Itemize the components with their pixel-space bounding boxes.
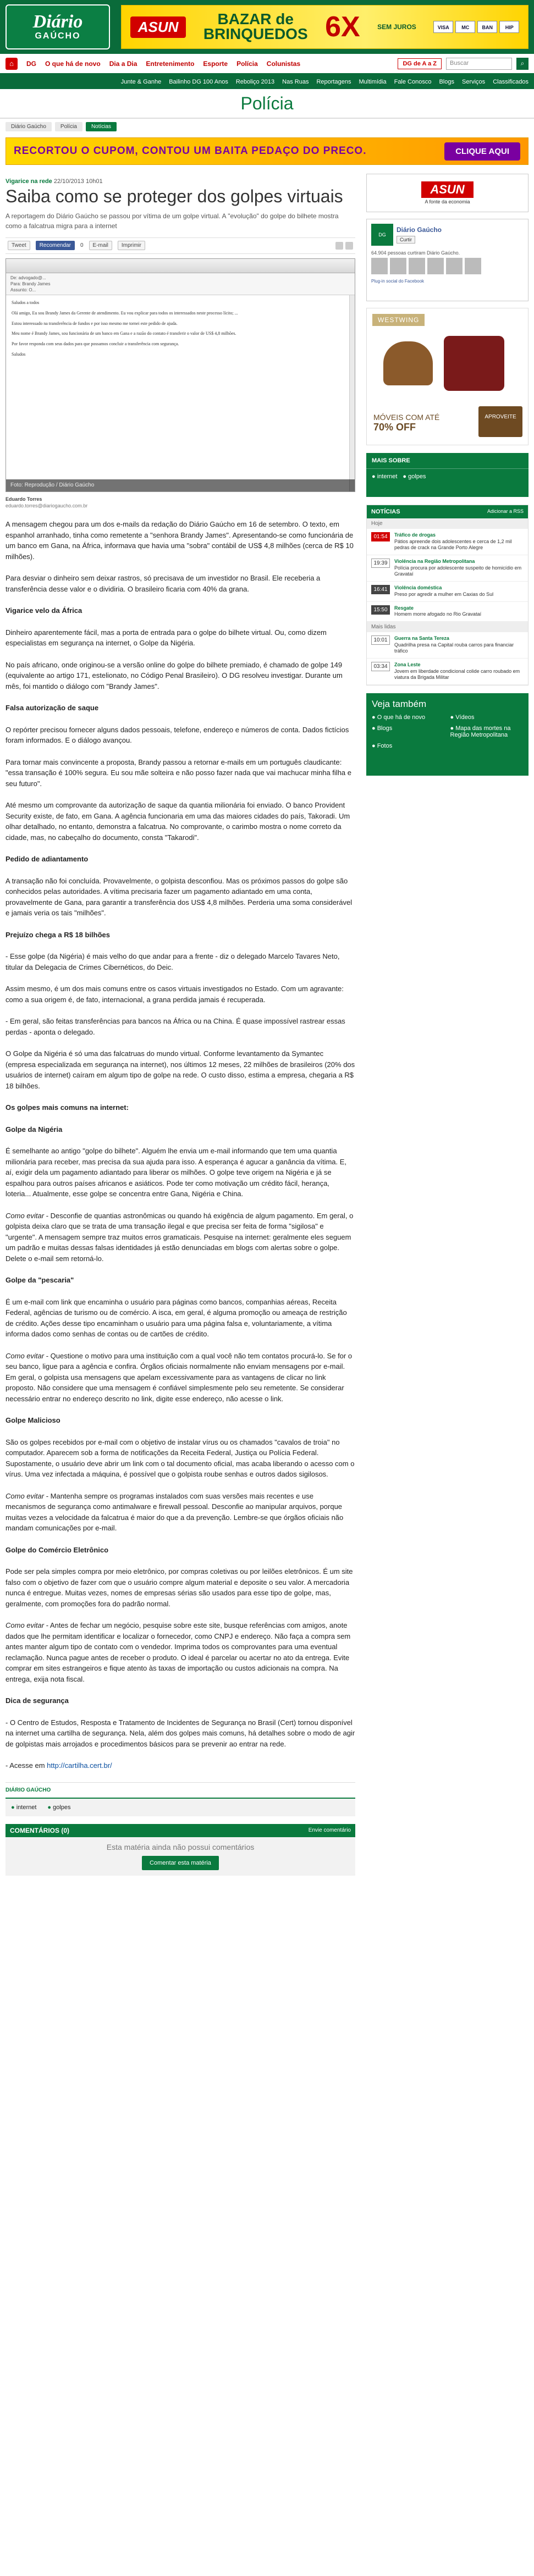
- news-kicker: Resgate: [394, 605, 414, 611]
- mais-sobre-box: [366, 453, 529, 497]
- card-logo: MC: [455, 21, 475, 33]
- news-time: 10:01: [371, 635, 390, 645]
- article-image[interactable]: [5, 258, 355, 492]
- article-paragraph: [5, 1146, 355, 1199]
- article-subheading: [5, 1415, 355, 1426]
- paragraph-text: Golpe do Comércio Eletrônico: [5, 1545, 109, 1554]
- news-headline: Preso por agredir a mulher em Caxias do Sul: [394, 591, 494, 597]
- comments-title: COMENTÁRIOS (0): [10, 1826, 69, 1834]
- avatar[interactable]: [427, 258, 444, 274]
- paragraph-text: O Golpe da Nigéria é só uma das falcatruas do mundo virtual. Conforme levantamento da Symantec (empresa especializada em segurança na internet), nos últimos 12 meses, 22 milhões de brasileiros (20% dos usuários de internet) caíram em algum tipo de golpe na rede. O custo disso, estima a empresa, chegaria a R$ 18 bilhões.: [5, 1049, 355, 1090]
- nav-right: [398, 58, 529, 70]
- article-source: DIÁRIO GAÚCHO: [5, 1787, 51, 1793]
- ad-cards: [433, 21, 519, 33]
- article-paragraph: [5, 800, 355, 843]
- asun-brand: ASUN: [421, 181, 473, 198]
- noticias-subheading: Mais lidas: [367, 622, 528, 632]
- article-paragraph: [5, 519, 355, 562]
- paragraph-text: - Questione o motivo para uma instituição com a qual você não tem contatos procurá-lo. Se for o seu banco, ligue para a agência e confira. Órgãos oficiais normalmente não enviam mensagens por e-mail. Em geral, o golpista usa mensagens que apelam excessivamente para as vantagens de clicar no link proposto. Não considere que uma mensagem é confiável simplesmente pelo seu remetente. Se considerar necessário entrar no endereço descrito no link, digite esse endereço, não acesse o link.: [5, 1351, 353, 1403]
- print-button[interactable]: Imprimir: [118, 241, 145, 250]
- article-paragraph: [5, 951, 355, 972]
- veja-link[interactable]: ● Vídeos: [450, 714, 524, 721]
- paragraph-text: Vigarice velo da África: [5, 606, 82, 615]
- recommend-count: 0: [80, 242, 84, 249]
- paragraph-text: Os golpes mais comuns na internet:: [5, 1103, 129, 1112]
- paragraph-text: Golpe da "pescaria": [5, 1276, 74, 1285]
- author-name: Eduardo Torres: [5, 496, 42, 502]
- article-kicker: [5, 178, 355, 185]
- image-caption: Foto: Reprodução / Diário Gaúcho: [6, 479, 355, 491]
- paragraph-text: O repórter precisou fornecer alguns dados pessoais, telefone, endereço e números de conta. Dados fictícios foram informados. E o diálogo avançou.: [5, 725, 349, 745]
- avatar[interactable]: [371, 258, 388, 274]
- article-paragraph: [5, 983, 355, 1005]
- news-kicker: Guerra na Santa Tereza: [394, 635, 449, 641]
- veja-link[interactable]: ● Blogs: [372, 725, 445, 738]
- noticias-box: [366, 505, 529, 686]
- tag-list: [5, 1798, 355, 1816]
- home-icon[interactable]: ⌂: [5, 58, 18, 70]
- paragraph-text: Falsa autorização de saque: [5, 704, 99, 712]
- tag-item[interactable]: ● golpes: [403, 473, 426, 480]
- article-paragraph: [5, 1760, 355, 1771]
- news-text: [394, 532, 524, 551]
- promo-button[interactable]: CLIQUE AQUI: [444, 142, 520, 161]
- news-text: [394, 585, 493, 598]
- news-kicker: Violência doméstica: [394, 585, 442, 591]
- subnav-item[interactable]: Serviços: [462, 79, 486, 85]
- westwing-offer: [373, 413, 439, 434]
- breadcrumb-item-active[interactable]: Notícias: [86, 122, 117, 131]
- paragraph-text: Golpe da Nigéria: [5, 1125, 63, 1134]
- author-credit: [5, 496, 355, 509]
- nav-item-esporte[interactable]: Esporte: [203, 59, 228, 68]
- paragraph-text: É semelhante ao antigo "golpe do bilhete". Alguém lhe envia um e-mail informando que tem uma quantia milionária para receber, mas precisa da sua ajuda para isso. A esperança é agucar a ganância da vítima. E, aí, exigir dela um pagamento adiantado para liberar os milhões. O golpe teve origem na Nigéria e já se espalhou para outros países africanos e asiáticos. Pode ter como motivação um crédito fácil, herança, loteria... Atualmente, esse golpe se concentra entre Gana, Nigéria e China.: [5, 1147, 347, 1198]
- email-from: De: advogado@...: [10, 275, 46, 280]
- sidebar-asun-ad[interactable]: [366, 174, 529, 212]
- paragraph-text: Dica de segurança: [5, 1696, 69, 1705]
- paragraph-text: Para tornar mais convincente a proposta, Brandy passou a retornar e-mails em um português claudicante: "essa transação é 100% segura. Eu sou mãe solteira e não posso fazer nada que vai machucar minha filha e seu futuro".: [5, 758, 351, 788]
- news-headline: Homem morre afogado no Rio Gravataí: [394, 611, 482, 617]
- article-paragraph: [5, 876, 355, 919]
- breadcrumb-item[interactable]: Diário Gaúcho: [5, 122, 52, 131]
- westwing-cta[interactable]: APROVEITE: [478, 406, 522, 437]
- email-line: Meu nome é Brandy James, sou funcionária de um banco em Gana e a razão do contato é transferir o valor de US$ 4,8 milhões.: [12, 331, 236, 336]
- email-body: [6, 295, 355, 366]
- subnav-item[interactable]: Nas Ruas: [282, 79, 309, 85]
- article-subheading: [5, 703, 355, 714]
- news-time: 19:39: [371, 559, 390, 568]
- article-paragraph: [5, 1016, 355, 1037]
- subnav-item[interactable]: Reboliço 2013: [235, 79, 275, 85]
- article-lead: A reportagem do Diário Gaúcho se passou por vítima de um golpe virtual. A "evolução" do golpe do bilhete mostra como a falcatrua migra para a internet: [5, 212, 339, 230]
- promo-text: RECORTOU O CUPOM, CONTOU UM BAITA PEDAÇO DO PRECO.: [14, 145, 367, 157]
- comments-body: [5, 1837, 355, 1876]
- tag-item[interactable]: ● internet: [11, 1804, 36, 1811]
- nav-item-diaadia[interactable]: Dia a Dia: [109, 59, 137, 68]
- article-title: Saiba como se proteger dos golpes virtuais: [5, 186, 343, 206]
- paragraph-text: A mensagem chegou para um dos e-mails da redação do Diário Gaúcho em 16 de setembro. O texto, em espanhol arranhado, tinha como remetente a "senhora Brandy James". Apresentando-se como funcionária de um banco em Gana, na África, informava que havia uma "sobra" contábil de US$ 4,8 milhões (cerca de R$ 10 milhões).: [5, 520, 354, 561]
- news-item[interactable]: [367, 582, 528, 601]
- news-headline: Quadrilha presa na Capital rouba carros para financiar tráfico: [394, 642, 514, 654]
- news-kicker: Violência na Região Metropolitana: [394, 559, 475, 565]
- email-line: Por favor responda com seus dados para que possamos concluir a transferência com segurança.: [12, 341, 179, 347]
- article-subheading: [5, 605, 355, 616]
- paragraph-text: - Mantenha sempre os programas instalados com suas versões mais recentes e use mecanismos de segurança como antimalware e firewall pessoal. Desconfie ao manipular arquivos, porque muitas vezes a velocidade da falcatrua é maior do que a da prevenção. Lembre-se que órgãos oficiais não mandam comunicações por e-mail.: [5, 1491, 344, 1533]
- card-logo: HIP: [499, 21, 519, 33]
- comments-empty-text: Esta matéria ainda não possui comentários: [106, 1842, 255, 1851]
- card-logo: VISA: [433, 21, 453, 33]
- nav-item-novo[interactable]: O que há de novo: [45, 59, 101, 68]
- breadcrumb-item[interactable]: Polícia: [55, 122, 82, 131]
- facebook-like-button[interactable]: Curtir: [397, 236, 415, 244]
- promo-banner[interactable]: [5, 137, 529, 165]
- article-subheading: [5, 930, 355, 941]
- ad-line2: BRINQUEDOS: [203, 25, 308, 42]
- nav-item-dg[interactable]: DG: [26, 59, 36, 68]
- avatar[interactable]: [409, 258, 425, 274]
- news-list: [367, 529, 528, 622]
- comments-send-link[interactable]: Envie comentário: [308, 1827, 351, 1834]
- ad-big-number: 6X: [325, 11, 360, 43]
- tag-item[interactable]: ● golpes: [47, 1804, 70, 1811]
- news-time: 01:54: [371, 532, 390, 541]
- email-header: [6, 273, 355, 295]
- offer-line1: MÓVEIS COM ATÉ: [373, 412, 440, 422]
- news-time: 15:50: [371, 605, 390, 615]
- veja-tambem-title: Veja também: [372, 699, 427, 709]
- kicker-label: Vigarice na rede: [5, 178, 52, 185]
- article-subheading: [5, 854, 355, 865]
- article-paragraph: [5, 1717, 355, 1750]
- facebook-faces: [371, 258, 524, 274]
- article-paragraph: [5, 627, 355, 649]
- paragraph-text: - Acesse em: [5, 1761, 47, 1770]
- ad-headline: [203, 12, 308, 41]
- recommend-button[interactable]: Recomendar: [36, 241, 75, 250]
- news-item[interactable]: [367, 632, 528, 659]
- avatar[interactable]: [390, 258, 406, 274]
- sidebar: [366, 174, 529, 1880]
- paragraph-text: Golpe Malicioso: [5, 1416, 60, 1425]
- email-line: Olá amigo, Eu sou Brandy James da Gerente de atendimento. Eu vou explicar para todos os interessados neste processo lícito; ...: [12, 310, 238, 316]
- top-banner: [0, 0, 534, 54]
- email-client-toolbar: [6, 259, 355, 273]
- paragraph-text: Até mesmo um comprovante da autorização de saque da quantia milionária foi enviado. O banco Provident Security existe, de fato, em Gana. A agência funcionaria em uma das maiores cidades do país, Takoradi. Um olhar detalhado, no entanto, demonstra a falcatrua. No comprovante, o carimbo mostra o nome correto da cidade, mas, no cabeçalho do documento, consta "Takarodi".: [5, 801, 350, 842]
- article-column: [5, 174, 355, 1880]
- paragraph-text: No país africano, onde originou-se a versão online do golpe do bilhete premiado, é chamado de golpe 149 (equivalente ao artigo 171, estelionato, no Código Penal Brasileiro). O DG resolveu investigar. Durante um mês, foi mantido o diálogo com "Brandy James".: [5, 660, 343, 690]
- nav-item-colunistas[interactable]: Colunistas: [266, 59, 301, 68]
- article-paragraph: [5, 1566, 355, 1609]
- sub-nav: [0, 75, 534, 89]
- paragraph-text: É um e-mail com link que encaminha o usuário para páginas como bancos, companhias aéreas, Receita Federal, agências de turismo ou de comércio. A isca, em geral, é alguma promoção ou ameaça de restrição de crédito. Ações desse tipo encaminham o usuário para uma página falsa e, voluntariamente, a vítima informa dados como senhas de contas ou de cartões de crédito.: [5, 1297, 347, 1339]
- paragraph-text: - O Centro de Estudos, Resposta e Tratamento de Incidentes de Segurança no Brasil (Cert) tornou disponível na internet uma cartilha de segurança. Nela, além dos golpes mais comuns, há detalhes sobre o modo de agir de golpistas mais arrojados e procedimentos básicos para se prevenir ao entrar na rede.: [5, 1718, 355, 1748]
- subnav-item[interactable]: Fale Conosco: [394, 79, 432, 85]
- article-paragraph: [5, 757, 355, 789]
- paragraph-text: - Antes de fechar um negócio, pesquise sobre este site, busque referências com amigos, anote dados que lhe permitam identificar e localizar o fornecedor, como CNPJ e endereço. Não faça a compra sem antes manter algum tipo de contato com o vendedor. Imprima todos os comprovantes para uma eventual reclamação. Nunca pague antes de receber o produto. O ideal é parcelar ou acertar no ato da entrega. Evite comprar em sites estrangeiros e fique atento às taxas de importação ou custos adicionais na compra. Na entrega, exija nota fiscal.: [5, 1621, 351, 1683]
- veja-link[interactable]: ● O que há de novo: [372, 714, 445, 721]
- email-line: Saludos a todos: [12, 300, 40, 305]
- avatar[interactable]: [465, 258, 481, 274]
- email-subject: Assunto: O...: [10, 288, 36, 293]
- nav-item-entretenimento[interactable]: Entretenimento: [146, 59, 195, 68]
- article-paragraph: [5, 1437, 355, 1480]
- tag-item[interactable]: ● internet: [372, 473, 397, 480]
- article-subheading: [5, 1124, 355, 1135]
- breadcrumb: [0, 119, 534, 134]
- westwing-brand: WESTWING: [372, 314, 425, 326]
- paragraph-text: - Em geral, são feitas transferências para bancos na África ou na China. É quase impossível rastrear essas perdas - aponta o delegado.: [5, 1017, 345, 1036]
- news-text: [394, 662, 524, 681]
- facebook-page-avatar[interactable]: DG: [371, 224, 393, 246]
- veja-tambem-box: [366, 693, 529, 776]
- email-to: Para: Brandy James: [10, 281, 51, 287]
- news-item[interactable]: [367, 602, 528, 622]
- rss-link[interactable]: Adicionar a RSS: [487, 508, 524, 514]
- news-item[interactable]: [367, 529, 528, 555]
- paragraph-text: Dinheiro aparentemente fácil, mas a porta de entrada para o golpe do bilhete virtual. Ou, como dizem especialistas em segurança na internet, o Golpe da Nigéria.: [5, 628, 327, 648]
- offer-line2: 70% OFF: [373, 422, 416, 433]
- article-paragraph: [5, 1351, 355, 1405]
- article-paragraph: [5, 1620, 355, 1684]
- article-paragraph: [5, 1048, 355, 1091]
- ad-small: SEM JUROS: [377, 23, 416, 31]
- facebook-like-count: 64.904 pessoas curtiram Diário Gaúcho.: [371, 250, 460, 256]
- news-kicker: Zona Leste: [394, 661, 421, 667]
- main-nav: [0, 54, 534, 75]
- news-list: [367, 632, 528, 685]
- subnav-item[interactable]: Bailinho DG 100 Anos: [169, 79, 228, 85]
- asun-slogan: A fonte da economia: [425, 199, 470, 204]
- news-time: 03:34: [371, 662, 390, 671]
- facebook-widget: [366, 219, 529, 301]
- news-kicker: Tráfico de drogas: [394, 532, 436, 538]
- article-paragraph: [5, 1491, 355, 1534]
- noticias-subheading: Hoje: [367, 518, 528, 529]
- veja-link[interactable]: ● Mapa das mortes na Região Metropolitana: [450, 725, 524, 738]
- paragraph-emphasis: Como evitar: [5, 1351, 45, 1360]
- share-bar: [5, 237, 355, 254]
- article-subheading: [5, 1275, 355, 1286]
- top-ad-banner[interactable]: [121, 5, 529, 49]
- ad-line1: BAZAR de: [217, 10, 294, 28]
- tweet-button[interactable]: Tweet: [8, 241, 30, 250]
- news-headline: Polícia procura por adolescente suspeito de homicídio em Gravataí: [394, 565, 522, 577]
- article-subheading: [5, 1102, 355, 1113]
- font-size-controls: [335, 242, 353, 250]
- subnav-item[interactable]: Junte & Ganhe: [120, 79, 162, 85]
- nav-item-policia[interactable]: Polícia: [236, 59, 258, 68]
- paragraph-emphasis: Como evitar: [5, 1621, 45, 1630]
- search-input[interactable]: Buscar: [446, 58, 512, 70]
- paragraph-emphasis: Como evitar: [5, 1211, 45, 1220]
- article-paragraph: [5, 1210, 355, 1264]
- comments-header: [5, 1824, 355, 1837]
- search-icon[interactable]: ⌕: [516, 58, 529, 70]
- logo-line2: GAÚCHO: [35, 31, 81, 41]
- news-text: [394, 559, 524, 578]
- subnav-item[interactable]: Reportagens: [316, 79, 351, 85]
- paragraph-text: A transação não foi concluída. Provavelmente, o golpista desconfiou. Mas os próximos passos do golpe são conhecidos pelas autoridades. A vítima precisaria fazer um pagamento adiantado em uma conta, provavelmente de Gana, para garantir a transferência dos US$ 4,8 milhões. Perderia uma soma considerável e jamais veria os tais "milhões".: [5, 876, 353, 917]
- mais-sobre-title: MAIS SOBRE: [366, 453, 529, 469]
- article-body: [5, 519, 355, 1771]
- paragraph-text: Para desviar o dinheiro sem deixar rastros, só precisava de um investidor no Brasil. Ele receberia a transferência desse valor e o dividiria. O brasileiro ficaria com 40% da grana.: [5, 574, 321, 593]
- subnav-item[interactable]: Multimídia: [359, 79, 387, 85]
- paragraph-text: Prejuízo chega a R$ 18 bilhões: [5, 930, 111, 939]
- news-text: [394, 605, 481, 618]
- paragraph-text: Pedido de adiantamento: [5, 855, 89, 864]
- subnav-item[interactable]: Classificados: [493, 79, 529, 85]
- chair-image: [383, 341, 433, 385]
- card-logo: BAN: [477, 21, 497, 33]
- avatar[interactable]: [446, 258, 463, 274]
- armchair-image: [444, 336, 504, 391]
- email-line: Saludos: [12, 351, 26, 357]
- paragraph-text: São os golpes recebidos por e-mail com o objetivo de instalar vírus ou os chamados "cavalos de troia" no computador. Aparecem sob a forma de notificações da Receita Federal, Justiça ou Polícia Federal. Supostamente, o usuário deve abrir um link com o tal documento oficial, mas acaba liberando o acesso com o vírus. Uma vez infectada a máquina, é possível que o golpista roube senhas e outros dados sigilosos.: [5, 1438, 355, 1479]
- author-email[interactable]: eduardo.torres@diariogaucho.com.br: [5, 502, 88, 508]
- news-item[interactable]: [367, 659, 528, 685]
- paragraph-text: Assim mesmo, é um dos mais comuns entre os casos virtuais investigados no Estado. Com um agravante: como a sua origem é, de fato, internacional, a grana perdida jamais é recuperada.: [5, 985, 344, 1004]
- section-title: Polícia: [0, 89, 534, 119]
- a-to-z-button[interactable]: DG de A a Z: [398, 58, 442, 69]
- paragraph-text: - Esse golpe (da Nigéria) é mais velho do que andar para a frente - diz o delegado Marcelo Tavares Neto, titular da Delegacia de Crimes Cibernéticos, do Deic.: [5, 952, 340, 971]
- article-paragraph: [5, 1297, 355, 1340]
- logo-line1: Diário: [32, 12, 83, 32]
- paragraph-text: Pode ser pela simples compra por meio eletrônico, por compras coletivas ou por leilões eletrônicos. É um site falso com o objetivo de fazer com que o usuário compre algum material e deposite o seu valor. A mercadoria nunca é entregue. Muitas vezes, nomes de empresas sérias são usados para esse tipo de golpe, mas, geralmente, com promoções fora do padrão normal.: [5, 1567, 353, 1608]
- article-date: 22/10/2013 10h01: [53, 178, 103, 185]
- article-paragraph: [5, 660, 355, 692]
- email-button[interactable]: E-mail: [89, 241, 112, 250]
- westwing-ad[interactable]: [366, 308, 529, 445]
- news-headline: Pátios apreende dois adolescentes e cerca de 1,2 mil pedras de crack na Grande Porto Alegre: [394, 538, 512, 551]
- article-paragraph: [5, 725, 355, 746]
- news-headline: Jovem em liberdade condicional colide carro roubado em viatura da Brigada Militar: [394, 668, 520, 681]
- email-scrollbar[interactable]: [349, 295, 355, 491]
- article-paragraph: [5, 573, 355, 594]
- cartilha-link[interactable]: http://cartilha.cert.br/: [47, 1761, 112, 1770]
- article-subheading: [5, 1695, 355, 1706]
- veja-link[interactable]: ● Fotos: [372, 743, 445, 749]
- email-line: Estou interessado na transferência de fundos e por isso mesmo me tornei este pedido de ajuda.: [12, 320, 178, 326]
- noticias-title: NOTÍCIAS: [371, 508, 400, 515]
- article-subheading: [5, 1545, 355, 1556]
- article-footer: [5, 1782, 355, 1880]
- facebook-plugin-label: Plug-in social do Facebook: [371, 279, 425, 284]
- facebook-page-name[interactable]: Diário Gaúcho: [397, 226, 442, 234]
- site-logo[interactable]: [5, 4, 110, 49]
- news-text: [394, 635, 524, 655]
- comment-button[interactable]: Comentar esta matéria: [142, 1856, 219, 1870]
- subnav-item[interactable]: Blogs: [439, 79, 454, 85]
- ad-brand: ASUN: [130, 16, 186, 38]
- font-increase-icon[interactable]: [345, 242, 353, 250]
- font-decrease-icon[interactable]: [335, 242, 343, 250]
- news-time: 16:41: [371, 585, 390, 594]
- news-item[interactable]: [367, 555, 528, 582]
- paragraph-emphasis: Como evitar: [5, 1491, 45, 1500]
- paragraph-text: - Desconfie de quantias astronômicas ou quando há exigência de algum pagamento. Em geral, o golpista deixa claro que se trata de uma transação ilegal e que precisa ser feita de forma "sigilosa" e "urgente". A mensagem sempre traz muitos erros gramaticais. Pesquise na internet: geralmente eles seguem um padrão e muitas dessas falsas identidades já estão denunciadas em blogs com alertas sobre o golpe. Delete o e-mail sem retorná-lo.: [5, 1211, 354, 1263]
